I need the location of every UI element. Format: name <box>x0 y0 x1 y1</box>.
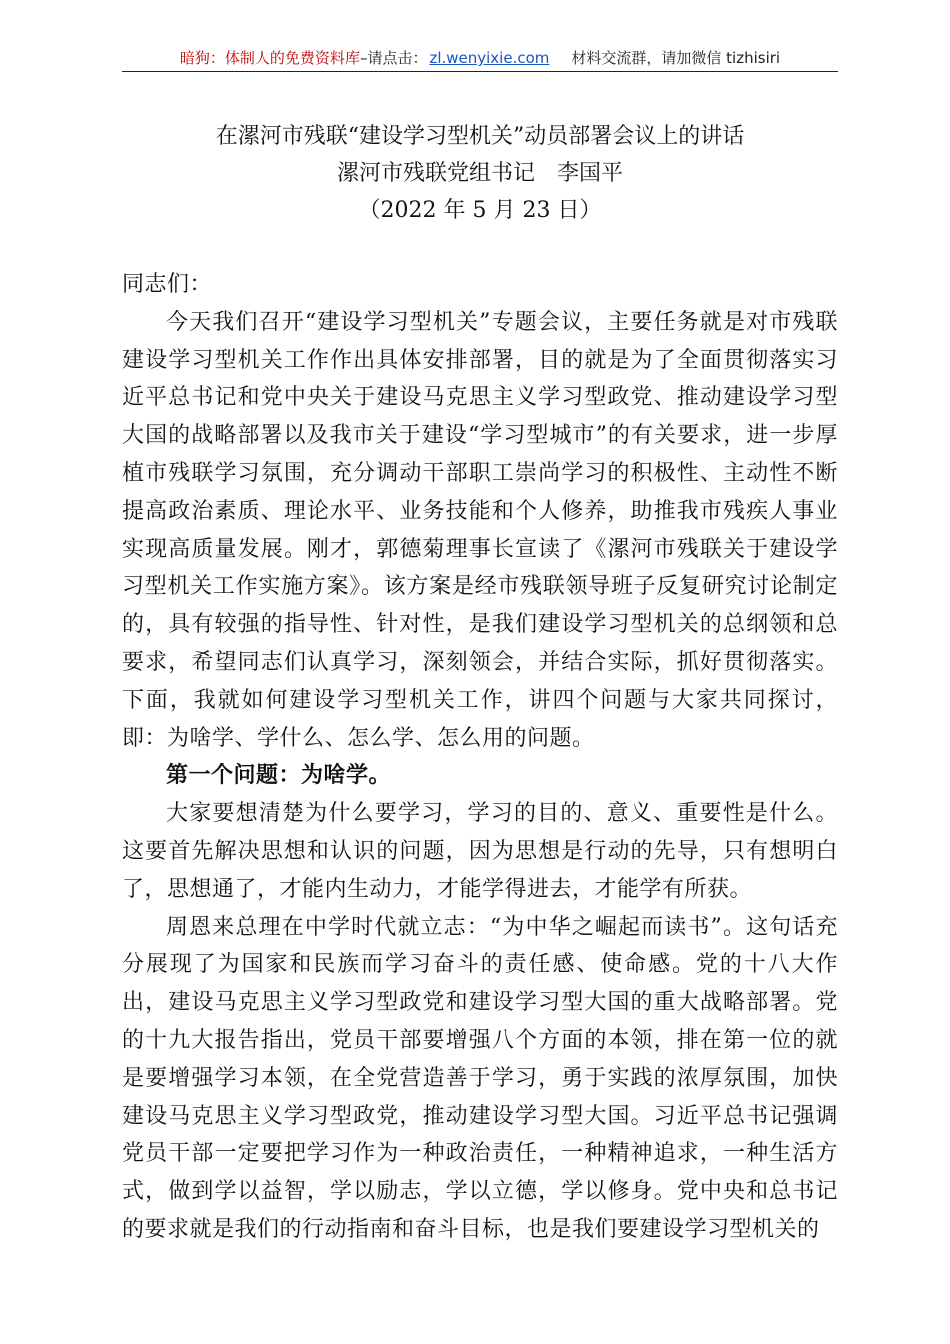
section-heading: 第一个问题：为啥学。 <box>166 763 392 789</box>
paragraph: 大家要想清楚为什么要学习，学习的目的、意义、重要性是什么。这要首先解决思想和认识的问题，因为思想是行动的先导，只有想明白了，思想通了，才能内生动力，才能学得进去，才能学有所获。 <box>122 801 838 902</box>
document-body <box>122 266 838 1249</box>
header-contact: 材料交流群，请加微信 tizhisiri <box>571 49 781 67</box>
document-date: （2022 年 5 月 23 日） <box>358 198 602 223</box>
title-block <box>122 118 838 229</box>
paragraph: 今天我们召开“建设学习型机关”专题会议，主要任务就是对市残联建设学习型机关工作作出具体安排部署，目的就是为了全面贯彻落实习近平总书记和党中央关于建设马克思主义学习型政党、推动建设学习型大国的战略部署以及我市关于建设“学习型城市”的有关要求，进一步厚植市残联学习氛围，充分调动干部职工崇尚学习的积极性、主动性不断提高政治素质、理论水平、业务技能和个人修养，助推我市残疾人事业实现高质量发展。刚才，郭德菊理事长宣读了《漯河市残联关于建设学习型机关工作实施方案》。该方案是经市残联领导班子反复研究讨论制定的，具有较强的指导性、针对性，是我们建设学习型机关的总纲领和总要求，希望同志们认真学习，深刻领会，并结合实际，抓好贯彻落实。下面，我就如何建设学习型机关工作，讲四个问题与大家共同探讨，即：为啥学、学什么、怎么学、怎么用的问题。 <box>122 309 838 751</box>
paragraph: 周恩来总理在中学时代就立志：“为中华之崛起而读书”。这句话充分展现了为国家和民族而学习奋斗的责任感、使命感。党的十八大作出，建设马克思主义学习型政党和建设学习型大国的重大战略部署。党的十九大报告指出，党员干部要增强八个方面的本领，排在第一位的就是要增强学习本领，在全党营造善于学习，勇于实践的浓厚氛围，加快建设马克思主义学习型政党，推动建设学习型大国。习近平总书记强调党员干部一定要把学习作为一种政治责任，一种精神追求，一种生活方式，做到学以益智，学以励志，学以立德，学以修身。党中央和总书记的要求就是我们的行动指南和奋斗目标，也是我们要建设学习型机关的 <box>122 914 838 1242</box>
header-brand: 暗狗：体制人的免费资料库 <box>179 49 360 67</box>
document-author: 漯河市残联党组书记 李国平 <box>336 161 623 186</box>
page-header <box>122 47 838 72</box>
header-link[interactable]: zl.wenyixie.com <box>429 49 550 67</box>
document-title: 在漯河市残联“建设学习型机关”动员部署会议上的讲话 <box>215 124 745 149</box>
salutation: 同志们： <box>122 272 213 297</box>
header-prompt: –请点击： <box>359 49 428 67</box>
